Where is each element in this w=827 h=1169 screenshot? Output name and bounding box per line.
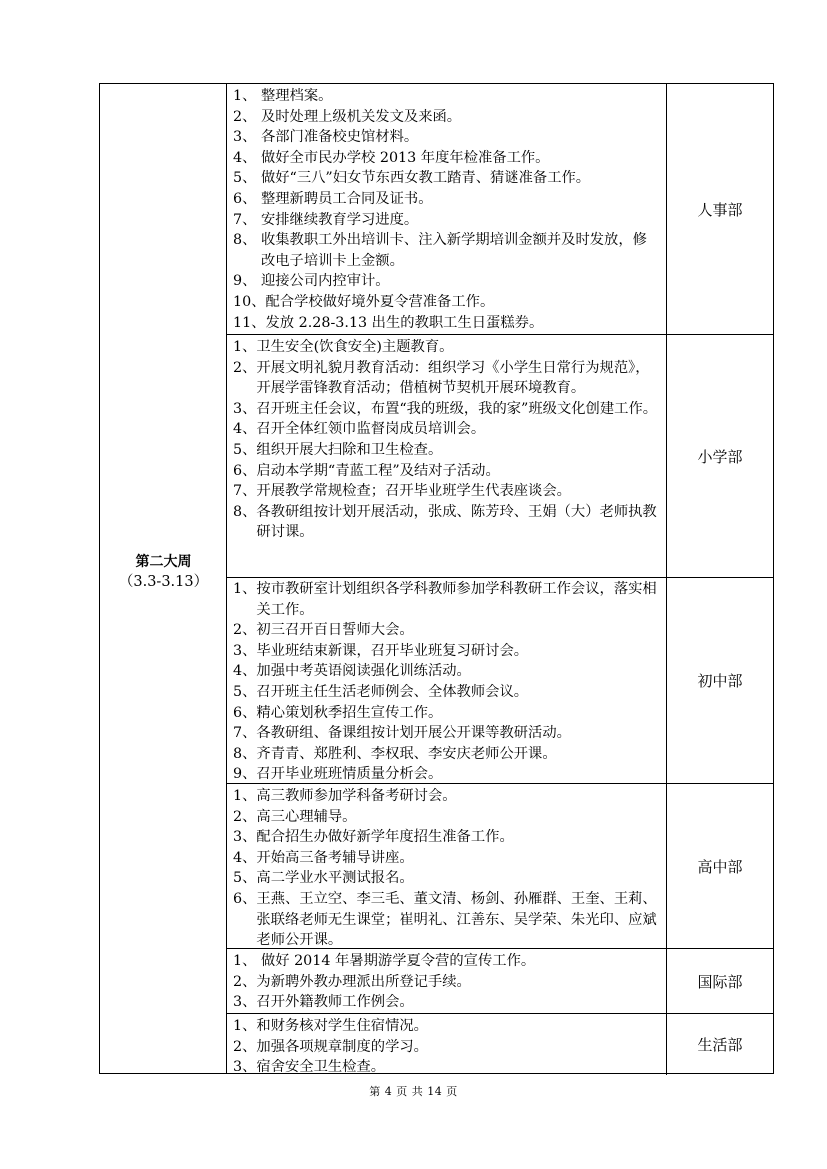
item-text: 卫生安全(饮食安全)主题教育。	[256, 339, 454, 355]
item-number: 3、	[233, 642, 257, 659]
item-number: 2、	[233, 359, 257, 376]
item-text: 整理新聘员工合同及证书。	[260, 190, 433, 207]
list-item	[233, 641, 660, 662]
item-text: 收集教职工外出培训卡、注入新学期培训金额并及时发放，修改电子培训卡上金额。	[260, 232, 647, 269]
section-row	[227, 949, 773, 1014]
item-number: 2、	[233, 622, 257, 639]
list-item	[233, 127, 660, 148]
item-number: 1、	[233, 88, 261, 104]
item-text: 召开全体红领巾监督岗成员培训会。	[256, 421, 486, 438]
item-number: 7、	[233, 725, 257, 742]
item-text: 开展文明礼貌月教育活动：组织学习《小学生日常行为规范》，开展学雷锋教育活动；借植树节契机开展环境教育。	[256, 359, 650, 397]
section-row	[227, 578, 773, 784]
list-item	[233, 271, 660, 292]
item-text: 召开班主任会议，布置“我的班级，我的家”班级文化创建工作。	[256, 400, 658, 417]
item-number: 1、	[233, 788, 257, 804]
item-number: 2、	[233, 1038, 257, 1055]
list-item	[233, 992, 660, 1013]
item-number: 1、	[233, 953, 261, 969]
item-text: 召开外籍教师工作例会。	[256, 994, 414, 1011]
list-item	[233, 786, 660, 807]
item-text: 召开毕业班班情质量分析会。	[256, 766, 443, 783]
item-number: 8、	[233, 232, 261, 249]
item-number: 11、	[233, 314, 266, 331]
item-number: 5、	[233, 870, 257, 887]
list-item	[233, 107, 660, 128]
item-number: 6、	[233, 890, 257, 907]
list-item	[233, 807, 660, 828]
item-number: 3、	[233, 994, 257, 1011]
item-text: 安排继续教育学习进度。	[260, 211, 419, 228]
section-items	[227, 578, 667, 783]
item-number: 7、	[233, 483, 257, 500]
item-text: 高三心理辅导。	[256, 808, 357, 825]
week-range: （3.3-3.13）	[118, 574, 209, 590]
schedule-table	[99, 83, 774, 1074]
department-label: 初中部	[697, 672, 743, 690]
section-row	[227, 1014, 773, 1075]
item-number: 5、	[233, 441, 257, 458]
item-text: 加强中考英语阅读强化训练活动。	[256, 663, 471, 680]
list-item	[233, 148, 660, 169]
list-item	[233, 972, 660, 993]
item-text: 高二学业水平测试报名。	[256, 870, 414, 887]
list-item	[233, 210, 660, 231]
list-item	[233, 723, 660, 744]
item-text: 迎接公司内控审计。	[260, 273, 390, 290]
list-item	[233, 1057, 660, 1078]
list-item	[233, 230, 660, 271]
item-number: 8、	[233, 745, 257, 762]
item-text: 配合招生办做好新学年度招生准备工作。	[256, 829, 514, 846]
item-text: 做好 2014 年暑期游学夏令营的宣传工作。	[260, 953, 536, 969]
department-label: 生活部	[697, 1036, 743, 1054]
list-item	[233, 358, 660, 399]
list-item	[233, 440, 660, 461]
item-text: 整理档案。	[260, 88, 333, 104]
week-title: 第二大周	[135, 554, 192, 570]
item-number: 4、	[233, 663, 257, 680]
section-items	[227, 1014, 667, 1075]
item-text: 启动本学期“青蓝工程”及结对子活动。	[256, 462, 500, 479]
list-item	[233, 1016, 660, 1037]
item-text: 高三教师参加学科备考研讨会。	[256, 788, 457, 804]
item-number: 6、	[233, 462, 257, 479]
item-number: 9、	[233, 766, 257, 783]
list-item	[233, 744, 660, 765]
item-number: 5、	[233, 683, 257, 700]
item-number: 10、	[233, 293, 266, 310]
item-number: 1、	[233, 1018, 257, 1034]
item-text: 做好全市民办学校 2013 年度年检准备工作。	[260, 149, 550, 166]
item-number: 2、	[233, 973, 257, 990]
item-number: 8、	[233, 503, 257, 520]
list-item	[233, 827, 660, 848]
item-text: 按市教研室计划组织各学科教师参加学科教研工作会议，落实相关工作。	[256, 581, 657, 618]
item-number: 4、	[233, 149, 261, 166]
section-row	[227, 784, 773, 949]
item-text: 召开班主任生活老师例会、全体教师会议。	[256, 683, 529, 700]
list-item	[233, 399, 660, 420]
list-item	[233, 889, 660, 951]
item-text: 加强各项规章制度的学习。	[256, 1038, 428, 1055]
item-number: 2、	[233, 808, 257, 825]
list-item	[233, 337, 660, 358]
department-label: 人事部	[697, 200, 743, 219]
item-number: 2、	[233, 108, 261, 125]
item-text: 开展教学常规检查；召开毕业班学生代表座谈会。	[256, 483, 571, 500]
item-number: 3、	[233, 400, 257, 417]
item-number: 5、	[233, 170, 261, 187]
item-text: 毕业班结束新课，召开毕业班复习研讨会。	[256, 642, 529, 659]
list-item	[233, 189, 660, 210]
list-item	[233, 86, 660, 107]
item-number: 9、	[233, 273, 261, 290]
item-text: 各教研组按计划开展活动，张成、陈芳玲、王娟（大）老师执教研讨课。	[256, 503, 657, 541]
list-item	[233, 1037, 660, 1058]
item-text: 和财务核对学生住宿情况。	[256, 1018, 428, 1034]
item-number: 4、	[233, 421, 257, 438]
section-row	[227, 84, 773, 335]
list-item	[233, 951, 660, 972]
list-item	[233, 481, 660, 502]
item-text: 做好“三八”妇女节东西女教工踏青、猜谜准备工作。	[260, 170, 591, 187]
item-text: 各部门准备校史馆材料。	[260, 129, 419, 146]
section-items	[227, 335, 667, 577]
item-number: 7、	[233, 211, 261, 228]
item-text: 为新聘外教办理派出所登记手续。	[256, 973, 471, 990]
item-text: 配合学校做好境外夏令营准备工作。	[265, 293, 495, 310]
item-number: 6、	[233, 190, 261, 207]
list-item	[233, 848, 660, 869]
item-text: 开始高三备考辅导讲座。	[256, 849, 414, 866]
item-text: 及时处理上级机关发文及来函。	[260, 108, 462, 125]
list-item	[233, 313, 660, 334]
list-item	[233, 661, 660, 682]
department-label: 小学部	[697, 447, 743, 466]
list-item	[233, 292, 660, 313]
list-item	[233, 682, 660, 703]
section-items	[227, 949, 667, 1013]
section-row	[227, 335, 773, 578]
week-column	[100, 84, 227, 1073]
list-item	[233, 703, 660, 724]
week-label	[100, 552, 227, 592]
item-number: 4、	[233, 849, 257, 866]
list-item	[233, 620, 660, 641]
section-items	[227, 784, 667, 948]
item-text: 组织开展大扫除和卫生检查。	[256, 441, 443, 458]
item-text: 宿舍安全卫生检查。	[256, 1059, 386, 1076]
item-text: 各教研组、备课组按计划开展公开课等教研活动。	[256, 725, 571, 742]
item-number: 1、	[233, 581, 257, 597]
department-label: 国际部	[697, 972, 743, 991]
department-label: 高中部	[697, 857, 743, 876]
item-number: 3、	[233, 1059, 257, 1076]
list-item	[233, 502, 660, 543]
list-item	[233, 764, 660, 785]
item-text: 齐青青、郑胜利、李权珉、李安庆老师公开课。	[256, 745, 557, 762]
page-footer: 第 4 页 共 14 页	[369, 1085, 458, 1098]
section-items	[227, 84, 667, 334]
list-item	[233, 461, 660, 482]
item-text: 初三召开百日誓师大会。	[256, 622, 414, 639]
list-item	[233, 168, 660, 189]
list-item	[233, 868, 660, 889]
item-text: 发放 2.28-3.13 出生的教职工生日蛋糕券。	[265, 314, 544, 331]
list-item	[233, 419, 660, 440]
list-item	[233, 579, 660, 620]
item-text: 精心策划秋季招生宣传工作。	[256, 704, 443, 721]
item-number: 3、	[233, 829, 257, 846]
item-number: 3、	[233, 129, 261, 146]
item-text: 王燕、王立空、李三毛、董文清、杨剑、孙雁群、王奎、王莉、张联络老师无生课堂；崔明礼、江善东、吴学荣、朱光印、应斌老师公开课。	[256, 890, 657, 949]
item-number: 6、	[233, 704, 257, 721]
item-number: 1、	[233, 339, 257, 355]
